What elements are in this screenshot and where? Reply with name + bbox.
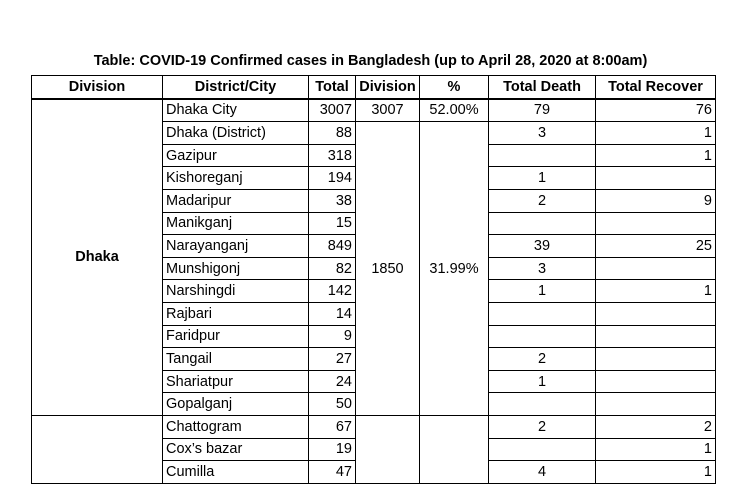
- total-cell: 24: [309, 370, 356, 393]
- percent-cell: [420, 415, 489, 483]
- header-percent: %: [420, 76, 489, 99]
- table-row: [32, 99, 716, 122]
- total-cell: 14: [309, 302, 356, 325]
- recover-cell: 1: [596, 461, 716, 484]
- district-cell: Cumilla: [163, 461, 309, 484]
- total-cell: 47: [309, 461, 356, 484]
- death-cell: 79: [489, 99, 596, 122]
- percent-cell: 31.99%: [420, 122, 489, 416]
- recover-cell: [596, 348, 716, 371]
- recover-cell: [596, 167, 716, 190]
- death-cell: 1: [489, 167, 596, 190]
- district-cell: Munshigonj: [163, 257, 309, 280]
- district-cell: Kishoreganj: [163, 167, 309, 190]
- death-cell: 2: [489, 348, 596, 371]
- district-cell: Cox’s bazar: [163, 438, 309, 461]
- recover-cell: 1: [596, 280, 716, 303]
- recover-cell: [596, 257, 716, 280]
- division-name-chattogram: [32, 415, 163, 483]
- recover-cell: 2: [596, 415, 716, 438]
- death-cell: 2: [489, 189, 596, 212]
- header-row: [32, 76, 716, 99]
- header-division: Division: [32, 76, 163, 99]
- percent-cell: 52.00%: [420, 99, 489, 122]
- district-cell: Tangail: [163, 348, 309, 371]
- division-name-dhaka: Dhaka: [32, 99, 163, 416]
- division-total-cell: 3007: [356, 99, 420, 122]
- death-cell: [489, 144, 596, 167]
- district-cell: Shariatpur: [163, 370, 309, 393]
- total-cell: 50: [309, 393, 356, 416]
- death-cell: [489, 302, 596, 325]
- death-cell: 3: [489, 122, 596, 145]
- district-cell: Manikganj: [163, 212, 309, 235]
- recover-cell: 1: [596, 144, 716, 167]
- district-cell: Narshingdi: [163, 280, 309, 303]
- total-cell: 3007: [309, 99, 356, 122]
- death-cell: [489, 325, 596, 348]
- district-cell: Gopalganj: [163, 393, 309, 416]
- header-district-city: District/City: [163, 76, 309, 99]
- recover-cell: [596, 393, 716, 416]
- total-cell: 318: [309, 144, 356, 167]
- recover-cell: [596, 370, 716, 393]
- district-cell: Faridpur: [163, 325, 309, 348]
- recover-cell: 9: [596, 189, 716, 212]
- district-cell: Dhaka (District): [163, 122, 309, 145]
- total-cell: 19: [309, 438, 356, 461]
- death-cell: 3: [489, 257, 596, 280]
- district-cell: Dhaka City: [163, 99, 309, 122]
- header-total-recover: Total Recover: [596, 76, 716, 99]
- recover-cell: [596, 212, 716, 235]
- district-cell: Madaripur: [163, 189, 309, 212]
- recover-cell: 76: [596, 99, 716, 122]
- recover-cell: [596, 302, 716, 325]
- table-title: Table: COVID-19 Confirmed cases in Bangladesh (up to April 28, 2020 at 8:00am): [93, 53, 648, 69]
- division-total-cell: [356, 415, 420, 483]
- total-cell: 38: [309, 189, 356, 212]
- death-cell: 4: [489, 461, 596, 484]
- total-cell: 15: [309, 212, 356, 235]
- header-total-death: Total Death: [489, 76, 596, 99]
- total-cell: 82: [309, 257, 356, 280]
- recover-cell: 1: [596, 438, 716, 461]
- total-cell: 67: [309, 415, 356, 438]
- death-cell: 39: [489, 235, 596, 258]
- table-row: [32, 415, 716, 438]
- recover-cell: [596, 325, 716, 348]
- death-cell: 2: [489, 415, 596, 438]
- death-cell: [489, 212, 596, 235]
- header-division-total: Division: [356, 76, 420, 99]
- district-cell: Gazipur: [163, 144, 309, 167]
- total-cell: 27: [309, 348, 356, 371]
- total-cell: 849: [309, 235, 356, 258]
- district-cell: Narayanganj: [163, 235, 309, 258]
- division-total-cell: 1850: [356, 122, 420, 416]
- death-cell: 1: [489, 280, 596, 303]
- total-cell: 142: [309, 280, 356, 303]
- covid-cases-table: [31, 75, 716, 484]
- total-cell: 88: [309, 122, 356, 145]
- recover-cell: 25: [596, 235, 716, 258]
- header-total: Total: [309, 76, 356, 99]
- district-cell: Rajbari: [163, 302, 309, 325]
- total-cell: 9: [309, 325, 356, 348]
- total-cell: 194: [309, 167, 356, 190]
- district-cell: Chattogram: [163, 415, 309, 438]
- death-cell: [489, 393, 596, 416]
- death-cell: [489, 438, 596, 461]
- death-cell: 1: [489, 370, 596, 393]
- recover-cell: 1: [596, 122, 716, 145]
